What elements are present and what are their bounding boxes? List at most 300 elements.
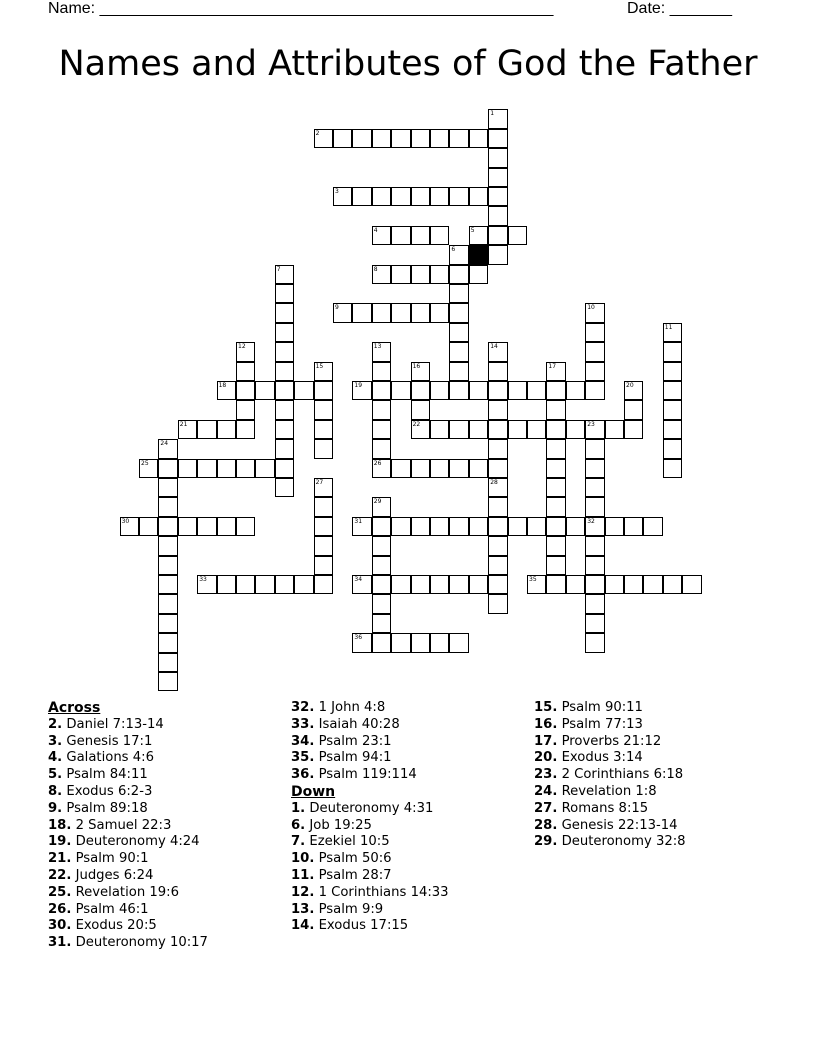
grid-cell[interactable] [372,459,391,478]
grid-cell[interactable] [236,517,255,536]
grid-cell[interactable] [372,517,391,536]
grid-cell[interactable] [275,342,294,361]
grid-cell[interactable] [158,594,177,613]
clue-number-label: 9 [335,304,339,312]
grid-cell[interactable] [236,381,255,400]
grid-cell[interactable] [158,478,177,497]
grid-cell[interactable] [663,439,682,458]
grid-cell[interactable] [585,439,604,458]
grid-cell[interactable] [411,459,430,478]
grid-cell[interactable] [255,459,274,478]
grid-cell[interactable] [411,303,430,322]
clue-number-label: 26 [373,459,382,467]
clue-item [534,784,686,801]
clue-column-3 [534,700,686,851]
grid-cell[interactable] [585,633,604,652]
grid-cell[interactable] [488,245,507,264]
grid-cell[interactable] [663,323,682,342]
clue-item [291,717,449,734]
clue-number-label: 8 [373,265,378,273]
grid-cell[interactable] [314,556,333,575]
grid-cell[interactable] [488,342,507,361]
grid-cell[interactable] [236,420,255,439]
grid-cell[interactable] [488,362,507,381]
grid-cell[interactable] [411,633,430,652]
grid-cell[interactable] [236,575,255,594]
grid-cell[interactable] [566,575,585,594]
grid-cell[interactable] [391,187,410,206]
grid-cell[interactable] [430,633,449,652]
grid-cell[interactable] [488,206,507,225]
grid-cell[interactable] [372,556,391,575]
black-square [469,245,488,264]
grid-cell[interactable] [391,459,410,478]
grid-cell[interactable] [585,381,604,400]
grid-cell[interactable] [546,478,565,497]
grid-cell[interactable] [546,400,565,419]
grid-cell[interactable] [236,459,255,478]
clue-number-label: 20 [626,382,634,389]
clue-item [48,851,208,868]
grid-cell[interactable] [605,420,624,439]
clue-number: 4. [48,750,63,766]
grid-cell[interactable] [585,614,604,633]
grid-cell[interactable] [469,265,488,284]
grid-cell[interactable] [314,381,333,400]
grid-cell[interactable] [488,420,507,439]
grid-cell[interactable] [372,187,391,206]
grid-cell[interactable] [352,575,371,594]
grid-cell[interactable] [333,303,352,322]
grid-cell[interactable] [449,633,468,652]
grid-cell[interactable] [255,575,274,594]
grid-cell[interactable] [314,478,333,497]
clue-item [48,885,208,902]
grid-cell[interactable] [449,245,468,264]
clue-item [48,918,208,935]
name-field[interactable]: Name: ___________________________________________________ [48,0,554,17]
grid-cell[interactable] [372,265,391,284]
grid-cell[interactable] [372,633,391,652]
grid-cell[interactable] [158,536,177,555]
clue-item [291,851,449,868]
grid-cell[interactable] [275,303,294,322]
grid-cell[interactable] [391,265,410,284]
grid-cell[interactable] [411,420,430,439]
grid-cell[interactable] [255,381,274,400]
clue-number: 22. [48,867,72,883]
grid-cell[interactable] [158,575,177,594]
clue-number-label: 14 [490,343,498,351]
grid-cell[interactable] [139,459,158,478]
grid-cell[interactable] [488,556,507,575]
grid-cell[interactable] [314,420,333,439]
grid-cell[interactable] [546,362,565,381]
grid-cell[interactable] [449,517,468,536]
grid-cell[interactable] [275,284,294,303]
grid-cell[interactable] [275,439,294,458]
grid-cell[interactable] [372,129,391,148]
grid-cell[interactable] [352,303,371,322]
grid-cell[interactable] [469,517,488,536]
grid-cell[interactable] [546,556,565,575]
clue-text: Deuteronomy 10:17 [71,935,208,951]
clue-item [48,902,208,919]
clue-item [48,801,208,818]
grid-cell[interactable] [217,459,236,478]
grid-cell[interactable] [469,129,488,148]
clue-number: 20. [534,750,558,766]
grid-cell[interactable] [372,381,391,400]
grid-cell[interactable] [352,517,371,536]
grid-cell[interactable] [449,459,468,478]
grid-cell[interactable] [411,226,430,245]
clue-number-label: 5 [470,226,475,234]
grid-cell[interactable] [585,536,604,555]
grid-cell[interactable] [275,323,294,342]
grid-cell[interactable] [120,517,139,536]
grid-cell[interactable] [488,109,507,128]
grid-cell[interactable] [372,575,391,594]
grid-cell[interactable] [663,400,682,419]
grid-cell[interactable] [217,420,236,439]
grid-cell[interactable] [314,400,333,419]
clue-number-label: 28 [490,479,498,486]
grid-cell[interactable] [585,556,604,575]
grid-cell[interactable] [178,459,197,478]
grid-cell[interactable] [488,497,507,516]
grid-cell[interactable] [158,556,177,575]
grid-cell[interactable] [449,303,468,322]
grid-cell[interactable] [488,400,507,419]
grid-cell[interactable] [488,575,507,594]
grid-cell[interactable] [663,459,682,478]
grid-cell[interactable] [430,303,449,322]
grid-cell[interactable] [411,362,430,381]
grid-cell[interactable] [314,517,333,536]
grid-cell[interactable] [488,478,507,497]
clue-text: Psalm 23:1 [314,733,392,749]
grid-cell[interactable] [643,575,662,594]
grid-cell[interactable] [488,168,507,187]
grid-cell[interactable] [275,362,294,381]
grid-cell[interactable] [605,517,624,536]
grid-cell[interactable] [469,187,488,206]
date-field[interactable]: Date: _______ [627,0,732,17]
grid-cell[interactable] [275,478,294,497]
grid-cell[interactable] [314,575,333,594]
grid-cell[interactable] [527,517,546,536]
clue-item [534,801,686,818]
grid-cell[interactable] [488,129,507,148]
grid-cell[interactable] [566,517,585,536]
grid-cell[interactable] [217,575,236,594]
grid-cell[interactable] [197,420,216,439]
grid-cell[interactable] [449,342,468,361]
grid-cell[interactable] [488,381,507,400]
grid-cell[interactable] [178,517,197,536]
grid-cell[interactable] [469,420,488,439]
grid-cell[interactable] [236,400,255,419]
grid-cell[interactable] [508,420,527,439]
grid-cell[interactable] [275,420,294,439]
grid-cell[interactable] [314,129,333,148]
grid-cell[interactable] [275,459,294,478]
grid-cell[interactable] [449,284,468,303]
grid-cell[interactable] [352,129,371,148]
grid-cell[interactable] [682,575,701,594]
clue-number: 15. [534,700,558,715]
grid-cell[interactable] [449,265,468,284]
grid-cell[interactable] [158,497,177,516]
grid-cell[interactable] [449,420,468,439]
grid-cell[interactable] [178,420,197,439]
grid-cell[interactable] [372,342,391,361]
grid-cell[interactable] [469,459,488,478]
grid-cell[interactable] [411,265,430,284]
grid-cell[interactable] [275,381,294,400]
clue-number-label: 3 [335,188,339,195]
grid-cell[interactable] [236,342,255,361]
clue-item [534,750,686,767]
grid-cell[interactable] [275,400,294,419]
grid-cell[interactable] [197,517,216,536]
grid-cell[interactable] [158,633,177,652]
grid-cell[interactable] [488,517,507,536]
grid-cell[interactable] [275,265,294,284]
grid-cell[interactable] [449,187,468,206]
grid-cell[interactable] [430,575,449,594]
grid-cell[interactable] [508,517,527,536]
grid-cell[interactable] [391,575,410,594]
grid-cell[interactable] [624,381,643,400]
grid-cell[interactable] [430,265,449,284]
grid-cell[interactable] [566,420,585,439]
grid-cell[interactable] [372,439,391,458]
clue-number: 3. [48,733,63,749]
grid-cell[interactable] [663,362,682,381]
clue-item [534,818,686,835]
clue-item [291,750,449,767]
grid-cell[interactable] [391,226,410,245]
grid-cell[interactable] [546,381,565,400]
grid-cell[interactable] [352,633,371,652]
grid-cell[interactable] [372,226,391,245]
grid-cell[interactable] [605,575,624,594]
grid-cell[interactable] [314,439,333,458]
grid-cell[interactable] [527,575,546,594]
grid-cell[interactable] [663,420,682,439]
grid-cell[interactable] [314,362,333,381]
grid-cell[interactable] [508,381,527,400]
grid-cell[interactable] [372,614,391,633]
grid-cell[interactable] [488,187,507,206]
grid-cell[interactable] [430,459,449,478]
clue-item [291,767,449,784]
clue-number-label: 10 [587,304,595,312]
grid-cell[interactable] [430,129,449,148]
clue-number: 19. [48,834,72,850]
clue-text: Deuteronomy 32:8 [557,834,686,850]
clue-number-label: 1 [490,110,495,118]
grid-cell[interactable] [546,420,565,439]
grid-cell[interactable] [372,420,391,439]
grid-cell[interactable] [488,536,507,555]
grid-cell[interactable] [624,517,643,536]
grid-cell[interactable] [546,439,565,458]
grid-cell[interactable] [391,517,410,536]
grid-cell[interactable] [372,536,391,555]
clue-number-label: 33 [199,576,207,583]
grid-cell[interactable] [275,575,294,594]
grid-cell[interactable] [411,187,430,206]
clue-number: 16. [534,716,558,732]
grid-cell[interactable] [663,381,682,400]
clue-text: Deuteronomy 4:31 [305,800,434,816]
grid-cell[interactable] [158,439,177,458]
clue-text: Romans 8:15 [557,800,649,816]
clue-number-label: 2 [315,129,320,137]
grid-cell[interactable] [585,575,604,594]
grid-cell[interactable] [158,517,177,536]
grid-cell[interactable] [197,575,216,594]
grid-cell[interactable] [411,575,430,594]
grid-cell[interactable] [585,342,604,361]
grid-cell[interactable] [469,226,488,245]
grid-cell[interactable] [546,575,565,594]
grid-cell[interactable] [488,594,507,613]
clue-number: 28. [534,817,558,833]
grid-cell[interactable] [391,381,410,400]
grid-cell[interactable] [663,575,682,594]
grid-cell[interactable] [449,323,468,342]
grid-cell[interactable] [294,575,313,594]
clue-text: Psalm 9:9 [314,901,384,917]
clue-item [48,818,208,835]
clue-item [534,700,686,717]
grid-cell[interactable] [158,459,177,478]
grid-cell[interactable] [488,148,507,167]
grid-cell[interactable] [469,381,488,400]
grid-cell[interactable] [546,517,565,536]
grid-cell[interactable] [430,381,449,400]
grid-cell[interactable] [372,303,391,322]
clue-number-label: 35 [529,576,537,583]
grid-cell[interactable] [139,517,158,536]
clue-number-label: 12 [238,343,246,351]
clue-number-label: 31 [354,517,363,525]
grid-cell[interactable] [236,362,255,381]
grid-cell[interactable] [585,420,604,439]
grid-cell[interactable] [449,129,468,148]
clue-text: Isaiah 40:28 [314,716,400,732]
grid-cell[interactable] [546,536,565,555]
grid-cell[interactable] [449,362,468,381]
grid-cell[interactable] [372,362,391,381]
clue-number-label: 21 [179,420,188,428]
grid-cell[interactable] [352,187,371,206]
grid-cell[interactable] [508,226,527,245]
clue-number: 7. [291,834,306,850]
grid-cell[interactable] [546,459,565,478]
grid-cell[interactable] [411,517,430,536]
grid-cell[interactable] [430,226,449,245]
clue-text: Ezekiel 10:5 [305,834,390,850]
grid-cell[interactable] [430,420,449,439]
grid-cell[interactable] [527,420,546,439]
grid-cell[interactable] [527,381,546,400]
grid-cell[interactable] [585,497,604,516]
grid-cell[interactable] [585,594,604,613]
grid-cell[interactable] [430,187,449,206]
grid-cell[interactable] [624,575,643,594]
grid-cell[interactable] [546,497,565,516]
clue-item [291,734,449,751]
grid-cell[interactable] [158,614,177,633]
clue-number-label: 6 [451,246,456,254]
grid-cell[interactable] [585,478,604,497]
grid-cell[interactable] [488,459,507,478]
grid-cell[interactable] [624,420,643,439]
grid-cell[interactable] [643,517,662,536]
grid-cell[interactable] [391,303,410,322]
clue-text: Judges 6:24 [71,867,154,883]
grid-cell[interactable] [585,517,604,536]
grid-cell[interactable] [372,400,391,419]
grid-cell[interactable] [624,400,643,419]
grid-cell[interactable] [585,362,604,381]
grid-cell[interactable] [314,536,333,555]
grid-cell[interactable] [158,653,177,672]
grid-cell[interactable] [430,517,449,536]
grid-cell[interactable] [411,381,430,400]
clue-number: 10. [291,851,315,867]
grid-cell[interactable] [449,381,468,400]
grid-cell[interactable] [411,400,430,419]
grid-cell[interactable] [314,497,333,516]
clue-number-label: 25 [141,459,149,467]
grid-cell[interactable] [488,439,507,458]
grid-cell[interactable] [197,459,216,478]
grid-cell[interactable] [585,303,604,322]
grid-cell[interactable] [391,633,410,652]
grid-cell[interactable] [566,381,585,400]
clue-number: 36. [291,767,315,783]
grid-cell[interactable] [294,381,313,400]
grid-cell[interactable] [469,575,488,594]
grid-cell[interactable] [217,381,236,400]
grid-cell[interactable] [217,517,236,536]
grid-cell[interactable] [333,129,352,148]
grid-cell[interactable] [333,187,352,206]
grid-cell[interactable] [352,381,371,400]
clue-item [534,767,686,784]
grid-cell[interactable] [391,129,410,148]
grid-cell[interactable] [585,323,604,342]
grid-cell[interactable] [158,672,177,691]
grid-cell[interactable] [663,342,682,361]
clue-text: 2 Corinthians 6:18 [557,767,684,783]
grid-cell[interactable] [449,575,468,594]
grid-cell[interactable] [488,226,507,245]
clue-number-label: 29 [373,498,382,506]
grid-cell[interactable] [585,459,604,478]
grid-cell[interactable] [411,129,430,148]
clue-number: 23. [534,767,558,783]
grid-cell[interactable] [372,497,391,516]
grid-cell[interactable] [372,594,391,613]
clue-number-label: 30 [121,517,130,525]
